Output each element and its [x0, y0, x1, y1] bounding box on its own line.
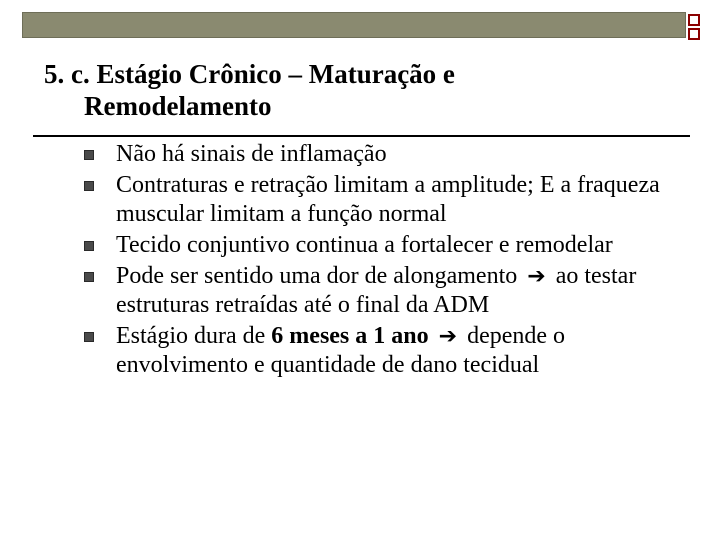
- bullet-text: Não há sinais de inflamação: [116, 141, 387, 167]
- slide-title-line1: 5. c. Estágio Crônico – Maturação e: [44, 59, 455, 89]
- slide-title-line2: Remodelamento: [84, 91, 272, 121]
- bullet-item-1: [84, 140, 674, 169]
- corner-square-top: [688, 14, 700, 26]
- bullet-list: [84, 140, 674, 382]
- slide-title: [44, 58, 684, 122]
- bullet-text-bold: 6 meses a 1 ano: [271, 323, 429, 349]
- square-bullet-icon: [84, 150, 94, 160]
- bullet-text-before: Estágio dura de: [116, 323, 266, 349]
- square-bullet-icon: [84, 272, 94, 282]
- bullet-item-4: [84, 262, 674, 320]
- bullet-item-5: [84, 322, 674, 380]
- square-bullet-icon: [84, 181, 94, 191]
- bullet-text-after: ao testar estruturas retraídas até o final da ADM: [116, 263, 637, 318]
- corner-square-bottom: [688, 28, 700, 40]
- bullet-item-3: [84, 231, 674, 260]
- bullet-item-2: [84, 171, 674, 229]
- title-underline: [33, 135, 690, 137]
- bullet-text-before: Pode ser sentido uma dor de alongamento: [116, 263, 518, 289]
- bullet-text: Tecido conjuntivo continua a fortalecer e remodelar: [116, 232, 613, 258]
- bullet-text-after: depende o envolvimento e quantidade de dano tecidual: [116, 323, 566, 378]
- square-bullet-icon: [84, 332, 94, 342]
- right-arrow-icon: ➔: [527, 264, 546, 289]
- right-arrow-icon: ➔: [438, 324, 458, 349]
- top-decorative-bar: [22, 12, 686, 38]
- square-bullet-icon: [84, 241, 94, 251]
- bullet-text: Contraturas e retração limitam a amplitude; E a fraqueza muscular limitam a função normal: [116, 172, 660, 227]
